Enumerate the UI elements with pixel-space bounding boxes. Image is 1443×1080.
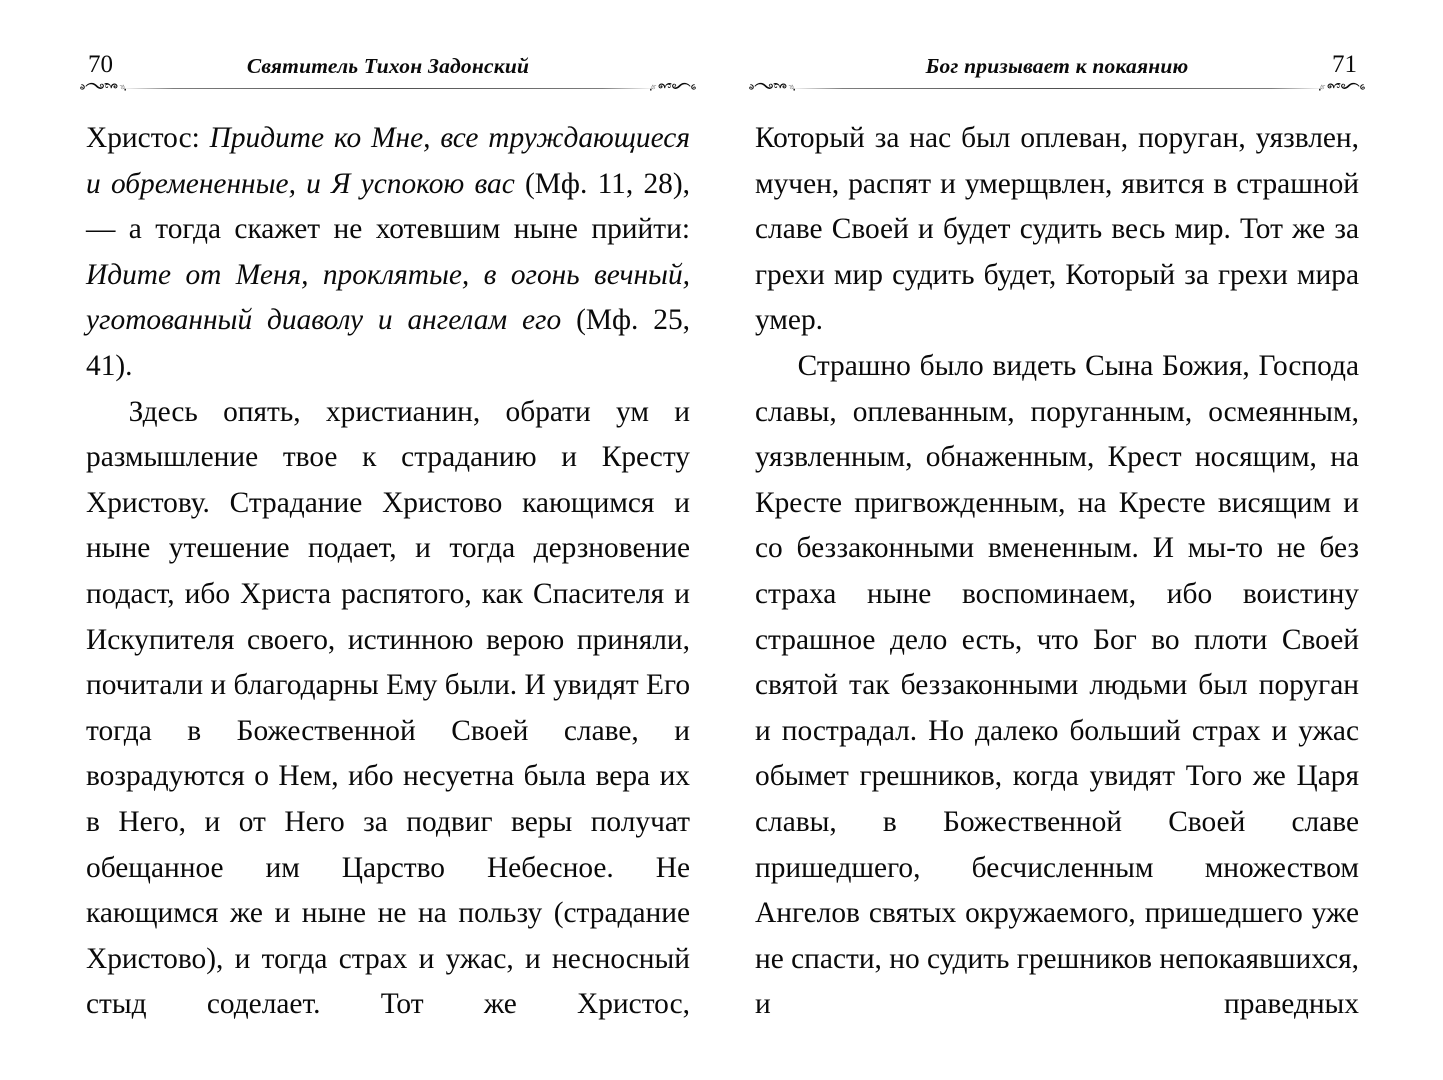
left-page-number: 70 (88, 51, 113, 78)
left-running-head-title: Святитель Тихон Задонский (246, 54, 530, 78)
left-text-column (86, 116, 690, 1028)
flourish-ornament-icon (650, 72, 696, 98)
running-head-rule (789, 88, 1325, 89)
right-page (722, 0, 1443, 1080)
flourish-ornament-icon (1319, 72, 1365, 98)
text-run: Христос: (86, 122, 210, 154)
scripture-quote: Придите ко Мне, все труждающиеся и обремененные, и Я успокою вас (86, 122, 690, 200)
paragraph: Здесь опять, христианин, обрати ум и размышление твое к страданию и Кресту Христову. Страдание Христово кающимся и ныне утешение подает, и тогда дерзновение подаст, ибо Христа распятого, как Спасителя и Искупителя своего, истинною верою приняли, почитали и благодарны Ему были. И увидят Его тогда в Божественной Своей славе, и возрадуются о Нем, ибо несуетна была вера их в Него, и от Него за подвиг веры получат обещанное им Царство Небесное. Не кающимся же и ныне не на пользу (страдание Христово), и тогда страх и ужас, и несносный стыд соделает. Тот же Христос, (86, 395, 691, 1021)
text-run: (Мф. 25, 41). (86, 304, 691, 382)
right-page-number: 71 (1332, 51, 1357, 78)
paragraph (86, 116, 690, 390)
right-text-column (755, 116, 1359, 1028)
paragraph: Который за нас был оплеван, поруган, уязвлен, мучен, распят и умерщвлен, явится в страшной славе Своей и будет судить весь мир. Тот же за грехи мир судить будет, Который за грехи мира умер. (755, 122, 1359, 337)
paragraph: Страшно было видеть Сына Божия, Господа славы, оплеванным, поруганным, осмеянным, уязвленным, обнаженным, Крест носящим, на Кресте пригвожденным, на Кресте висящим и со беззаконными вмененным. И мы-то не без страха ныне воспоминаем, ибо воистину страшное дело есть, что Бог во плоти Своей святой так беззаконными людьми был поруган и пострадал. Но далеко больший страх и ужас обымет грешников, когда увидят Того же Царя славы, в Божественной Своей славе пришедшего, бесчисленным множеством Ангелов святых окружаемого, пришедшего уже не спасти, но судить грешников непокаявшихся, и праведных (755, 349, 1359, 1021)
running-head-rule (120, 88, 656, 89)
flourish-ornament-icon (80, 72, 126, 98)
flourish-ornament-icon (749, 72, 795, 98)
right-running-head-title: Бог призывает к покаянию (925, 54, 1189, 78)
right-running-head (755, 52, 1359, 98)
scripture-quote: Идите от Меня, проклятые, в огонь вечный, уготованный диаволу и ангелам его (86, 258, 690, 337)
text-run: (Мф. 11, 28), — а тогда скажет не хотевшим ныне прийти: (86, 167, 690, 246)
left-running-head (86, 52, 690, 98)
